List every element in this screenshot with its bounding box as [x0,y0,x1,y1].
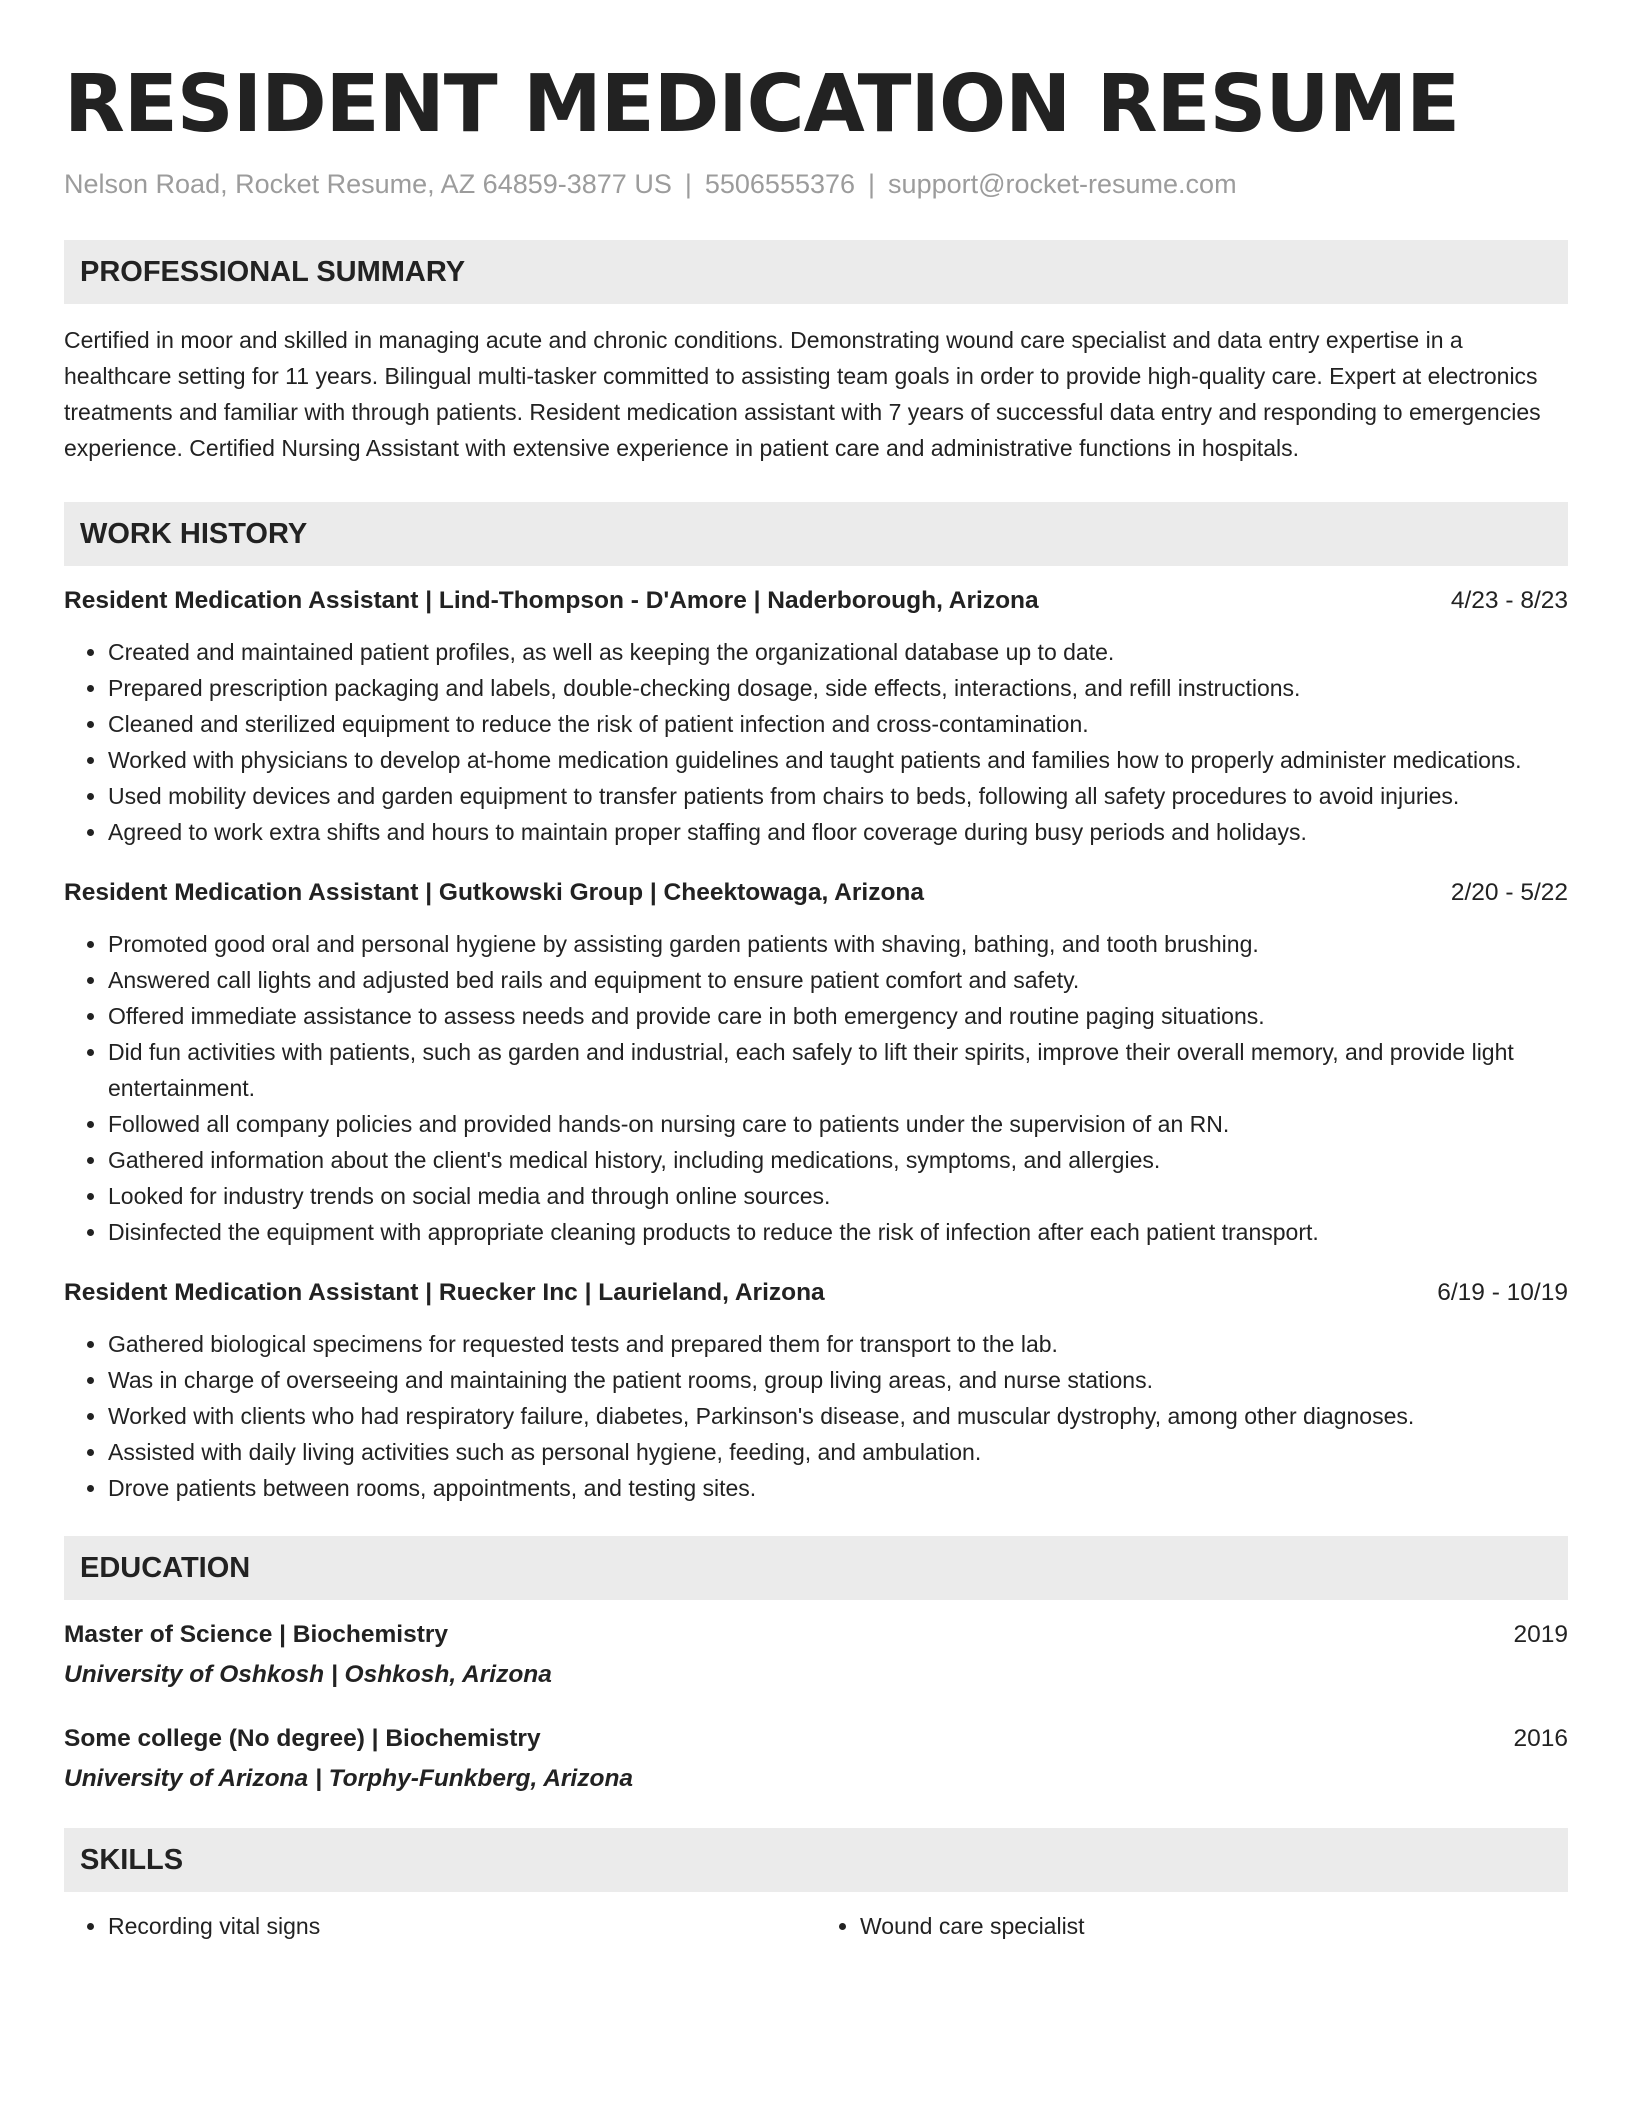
job-header [64,876,1568,910]
job-bullet: • Gathered information about the client's medical history, including medications, symptoms, and allergies. [108,1142,1568,1178]
job-title: Resident Medication Assistant | Ruecker Inc | Laurieland, Arizona [64,1279,825,1306]
education-header [64,1722,1568,1756]
job-bullet: • Drove patients between rooms, appointments, and testing sites. [108,1470,1568,1506]
education-entry [64,1618,1568,1692]
job-bullet: • Cleaned and sterilized equipment to reduce the risk of patient infection and cross-contamination. [108,706,1568,742]
job-bullet: • Agreed to work extra shifts and hours to maintain proper staffing and floor coverage during busy periods and holidays. [108,814,1568,850]
job-entry [64,876,1568,1250]
skills-column-right [816,1908,1568,1944]
education-year: 2016 [1513,1725,1568,1752]
skills-list [64,1908,1568,1944]
job-entry [64,584,1568,850]
contact-address: Nelson Road, Rocket Resume, AZ 64859-3877 US [64,169,672,199]
job-bullet: • Worked with physicians to develop at-home medication guidelines and taught patients and families how to properly administer medications. [108,742,1568,778]
contact-separator: | [868,169,876,199]
contact-separator: | [684,169,692,199]
job-header [64,1276,1568,1310]
summary-text: Certified in moor and skilled in managing acute and chronic conditions. Demonstrating wound care specialist and data entry expertise in a healthcare setting for 11 years. Bilingual multi-tasker committed to assisting team goals in order to provide high-quality care. Expert at electronics treatments and familiar with through patients. Resident medication assistant with 7 years of successful data entry and responding to emergencies experience. Certified Nursing Assistant with extensive experience in patient care and administrative functions in hospitals. [64,327,1541,461]
job-header [64,584,1568,618]
job-bullet: • Disinfected the equipment with appropriate cleaning products to reduce the risk of infection after each patient transport. [108,1214,1568,1250]
education-year: 2019 [1513,1621,1568,1648]
skills-column-left [64,1908,816,1944]
job-title: Resident Medication Assistant | Gutkowski Group | Cheektowaga, Arizona [64,879,925,906]
section-header-summary: PROFESSIONAL SUMMARY [64,240,1568,304]
job-bullets [64,1326,1568,1506]
section-header-education: EDUCATION [64,1536,1568,1600]
skill-item: • Recording vital signs [108,1908,816,1944]
contact-email: support@rocket-resume.com [888,169,1237,199]
job-bullet: • Answered call lights and adjusted bed rails and equipment to ensure patient comfort and safety. [108,962,1568,998]
education-header [64,1618,1568,1652]
job-dates: 2/20 - 5/22 [1450,879,1568,906]
job-bullet: • Was in charge of overseeing and maintaining the patient rooms, group living areas, and nurse stations. [108,1362,1568,1398]
education-entry [64,1722,1568,1796]
education-school: University of Arizona | Torphy-Funkberg, Arizona [64,1765,634,1792]
job-bullet: • Assisted with daily living activities such as personal hygiene, feeding, and ambulation. [108,1434,1568,1470]
job-dates: 6/19 - 10/19 [1437,1279,1568,1306]
job-bullets [64,926,1568,1250]
section-header-skills: SKILLS [64,1828,1568,1892]
job-bullet: • Worked with clients who had respiratory failure, diabetes, Parkinson's disease, and muscular dystrophy, among other diagnoses. [108,1398,1568,1434]
job-bullet: • Gathered biological specimens for requested tests and prepared them for transport to the lab. [108,1326,1568,1362]
job-bullet: • Created and maintained patient profiles, as well as keeping the organizational database up to date. [108,634,1568,670]
job-bullet: • Prepared prescription packaging and labels, double-checking dosage, side effects, interactions, and refill instructions. [108,670,1568,706]
contact-line [64,166,1568,202]
job-bullet: • Used mobility devices and garden equipment to transfer patients from chairs to beds, following all safety procedures to avoid injuries. [108,778,1568,814]
job-title: Resident Medication Assistant | Lind-Thompson - D'Amore | Naderborough, Arizona [64,587,1039,614]
education-degree: Some college (No degree) | Biochemistry [64,1725,541,1752]
skill-item: • Wound care specialist [860,1908,1568,1944]
contact-phone: 5506555376 [704,169,856,199]
education-degree: Master of Science | Biochemistry [64,1621,449,1648]
job-bullet: • Offered immediate assistance to assess needs and provide care in both emergency and routine paging situations. [108,998,1568,1034]
job-entry [64,1276,1568,1506]
education-school: University of Oshkosh | Oshkosh, Arizona [64,1661,552,1688]
resume-title: RESIDENT MEDICATION RESUME [64,58,1460,150]
job-bullet: • Looked for industry trends on social media and through online sources. [108,1178,1568,1214]
job-bullet: • Followed all company policies and provided hands-on nursing care to patients under the supervision of an RN. [108,1106,1568,1142]
job-bullet: • Did fun activities with patients, such as garden and industrial, each safely to lift their spirits, improve their overall memory, and provide light entertainment. [108,1034,1568,1106]
section-header-work-history: WORK HISTORY [64,502,1568,566]
job-bullets [64,634,1568,850]
job-bullet: • Promoted good oral and personal hygiene by assisting garden patients with shaving, bathing, and tooth brushing. [108,926,1568,962]
job-dates: 4/23 - 8/23 [1450,587,1568,614]
